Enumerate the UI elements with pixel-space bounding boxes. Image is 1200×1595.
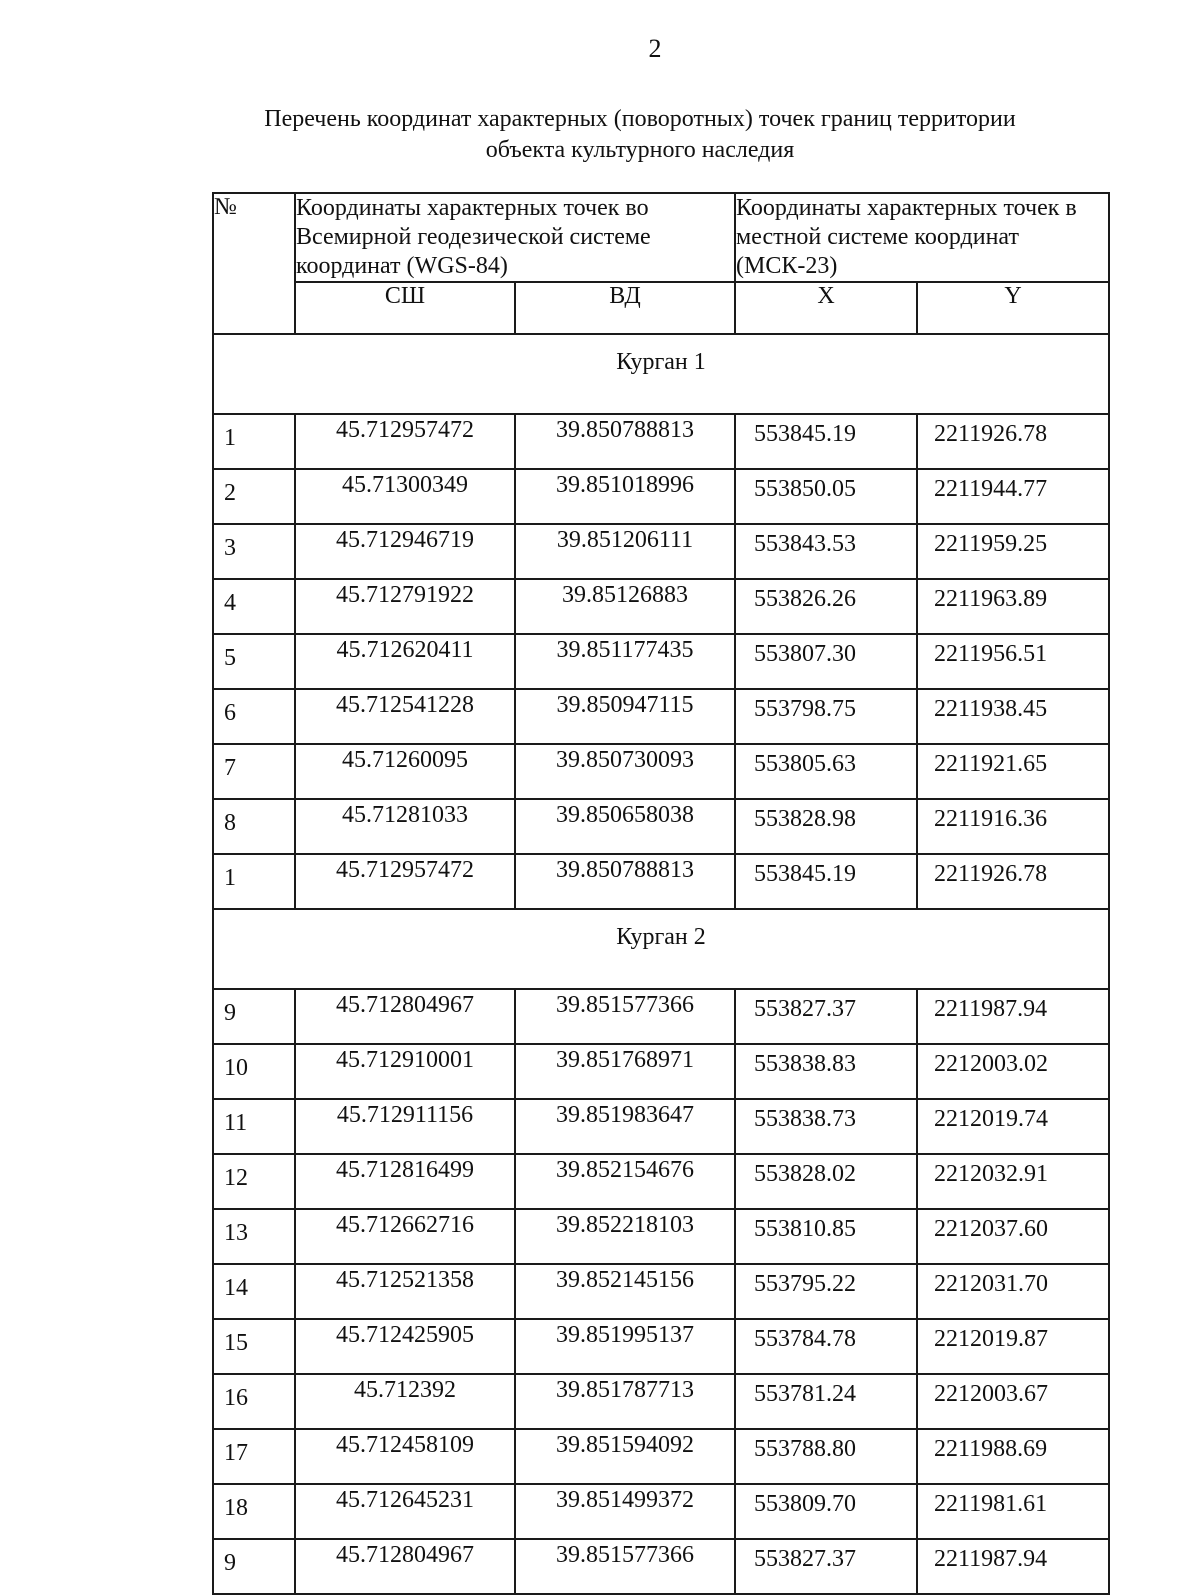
x-coordinate-cell: 553838.83 [735,1044,917,1099]
point-number-cell: 9 [213,989,295,1044]
table-row [213,469,1109,524]
point-number-cell: 11 [213,1099,295,1154]
table-row [213,689,1109,744]
x-coordinate-cell: 553805.63 [735,744,917,799]
x-coordinate-cell: 553795.22 [735,1264,917,1319]
latitude-cell: 45.712946719 [295,524,515,579]
y-coordinate-cell: 2211916.36 [917,799,1109,854]
latitude-cell: 45.712458109 [295,1429,515,1484]
section-title: Курган 1 [213,334,1109,414]
document-title-line-1: Перечень координат характерных (поворотных) точек границ территории [264,106,1016,132]
longitude-cell: 39.850658038 [515,799,735,854]
y-coordinate-cell: 2212003.67 [917,1374,1109,1429]
subheader-latitude: СШ [295,282,515,334]
y-coordinate-cell: 2211987.94 [917,1539,1109,1594]
longitude-cell: 39.850730093 [515,744,735,799]
longitude-cell: 39.851499372 [515,1484,735,1539]
table-row [213,414,1109,469]
longitude-cell: 39.851787713 [515,1374,735,1429]
table-row [213,1264,1109,1319]
longitude-cell: 39.852145156 [515,1264,735,1319]
latitude-cell: 45.712662716 [295,1209,515,1264]
latitude-cell: 45.712392 [295,1374,515,1429]
table-row [213,524,1109,579]
x-coordinate-cell: 553850.05 [735,469,917,524]
header-msk23: Координаты характерных точек в местной системе координат (МСК-23) [735,193,1109,282]
x-coordinate-cell: 553784.78 [735,1319,917,1374]
x-coordinate-cell: 553845.19 [735,854,917,909]
point-number-cell: 7 [213,744,295,799]
latitude-cell: 45.71281033 [295,799,515,854]
longitude-cell: 39.850788813 [515,414,735,469]
x-coordinate-cell: 553838.73 [735,1099,917,1154]
coordinates-table [212,192,1110,1595]
x-coordinate-cell: 553828.02 [735,1154,917,1209]
y-coordinate-cell: 2211938.45 [917,689,1109,744]
point-number-cell: 16 [213,1374,295,1429]
latitude-cell: 45.712541228 [295,689,515,744]
longitude-cell: 39.850947115 [515,689,735,744]
point-number-cell: 12 [213,1154,295,1209]
longitude-cell: 39.851577366 [515,1539,735,1594]
table-row [213,1154,1109,1209]
point-number-cell: 3 [213,524,295,579]
x-coordinate-cell: 553788.80 [735,1429,917,1484]
table-body [213,334,1109,1594]
x-coordinate-cell: 553845.19 [735,414,917,469]
point-number-cell: 1 [213,414,295,469]
longitude-cell: 39.851018996 [515,469,735,524]
longitude-cell: 39.851983647 [515,1099,735,1154]
latitude-cell: 45.712425905 [295,1319,515,1374]
subheader-longitude: ВД [515,282,735,334]
section-title: Курган 2 [213,909,1109,989]
point-number-cell: 9 [213,1539,295,1594]
table-row [213,1374,1109,1429]
latitude-cell: 45.712804967 [295,1539,515,1594]
longitude-cell: 39.851177435 [515,634,735,689]
x-coordinate-cell: 553843.53 [735,524,917,579]
x-coordinate-cell: 553810.85 [735,1209,917,1264]
table-row [213,1209,1109,1264]
latitude-cell: 45.712957472 [295,414,515,469]
y-coordinate-cell: 2212019.74 [917,1099,1109,1154]
y-coordinate-cell: 2212019.87 [917,1319,1109,1374]
x-coordinate-cell: 553807.30 [735,634,917,689]
table-row [213,1539,1109,1594]
y-coordinate-cell: 2212037.60 [917,1209,1109,1264]
y-coordinate-cell: 2211987.94 [917,989,1109,1044]
longitude-cell: 39.851206111 [515,524,735,579]
point-number-cell: 14 [213,1264,295,1319]
document-title-line-2: объекта культурного наследия [485,137,795,163]
longitude-cell: 39.852154676 [515,1154,735,1209]
x-coordinate-cell: 553826.26 [735,579,917,634]
table-row [213,1044,1109,1099]
y-coordinate-cell: 2211926.78 [917,414,1109,469]
table-row [213,1429,1109,1484]
table-row [213,744,1109,799]
point-number-cell: 4 [213,579,295,634]
document-title [180,104,1100,166]
y-coordinate-cell: 2211926.78 [917,854,1109,909]
point-number-cell: 2 [213,469,295,524]
x-coordinate-cell: 553809.70 [735,1484,917,1539]
x-coordinate-cell: 553798.75 [735,689,917,744]
longitude-cell: 39.851768971 [515,1044,735,1099]
y-coordinate-cell: 2211921.65 [917,744,1109,799]
table-row [213,634,1109,689]
latitude-cell: 45.712816499 [295,1154,515,1209]
table-row [213,989,1109,1044]
point-number-cell: 17 [213,1429,295,1484]
y-coordinate-cell: 2211944.77 [917,469,1109,524]
table-row [213,579,1109,634]
latitude-cell: 45.712521358 [295,1264,515,1319]
y-coordinate-cell: 2212031.70 [917,1264,1109,1319]
latitude-cell: 45.712791922 [295,579,515,634]
y-coordinate-cell: 2212032.91 [917,1154,1109,1209]
longitude-cell: 39.851995137 [515,1319,735,1374]
table-row [213,799,1109,854]
point-number-cell: 15 [213,1319,295,1374]
latitude-cell: 45.712645231 [295,1484,515,1539]
section-row [213,334,1109,414]
header-number: № [213,193,295,334]
latitude-cell: 45.71260095 [295,744,515,799]
x-coordinate-cell: 553827.37 [735,1539,917,1594]
y-coordinate-cell: 2211963.89 [917,579,1109,634]
point-number-cell: 8 [213,799,295,854]
point-number-cell: 18 [213,1484,295,1539]
longitude-cell: 39.852218103 [515,1209,735,1264]
latitude-cell: 45.71300349 [295,469,515,524]
table-row [213,1319,1109,1374]
point-number-cell: 5 [213,634,295,689]
latitude-cell: 45.712957472 [295,854,515,909]
section-row [213,909,1109,989]
page-number: 2 [648,34,662,63]
longitude-cell: 39.851577366 [515,989,735,1044]
y-coordinate-cell: 2211988.69 [917,1429,1109,1484]
subheader-x: X [735,282,917,334]
point-number-cell: 13 [213,1209,295,1264]
latitude-cell: 45.712804967 [295,989,515,1044]
x-coordinate-cell: 553828.98 [735,799,917,854]
longitude-cell: 39.850788813 [515,854,735,909]
point-number-cell: 10 [213,1044,295,1099]
longitude-cell: 39.85126883 [515,579,735,634]
point-number-cell: 6 [213,689,295,744]
y-coordinate-cell: 2211956.51 [917,634,1109,689]
x-coordinate-cell: 553827.37 [735,989,917,1044]
longitude-cell: 39.851594092 [515,1429,735,1484]
y-coordinate-cell: 2211981.61 [917,1484,1109,1539]
subheader-y: Y [917,282,1109,334]
header-wgs84: Координаты характерных точек во Всемирной геодезической системе координат (WGS-84) [295,193,735,282]
latitude-cell: 45.712620411 [295,634,515,689]
x-coordinate-cell: 553781.24 [735,1374,917,1429]
y-coordinate-cell: 2212003.02 [917,1044,1109,1099]
table-row [213,1099,1109,1154]
table-row [213,854,1109,909]
latitude-cell: 45.712911156 [295,1099,515,1154]
point-number-cell: 1 [213,854,295,909]
y-coordinate-cell: 2211959.25 [917,524,1109,579]
latitude-cell: 45.712910001 [295,1044,515,1099]
table-row [213,1484,1109,1539]
